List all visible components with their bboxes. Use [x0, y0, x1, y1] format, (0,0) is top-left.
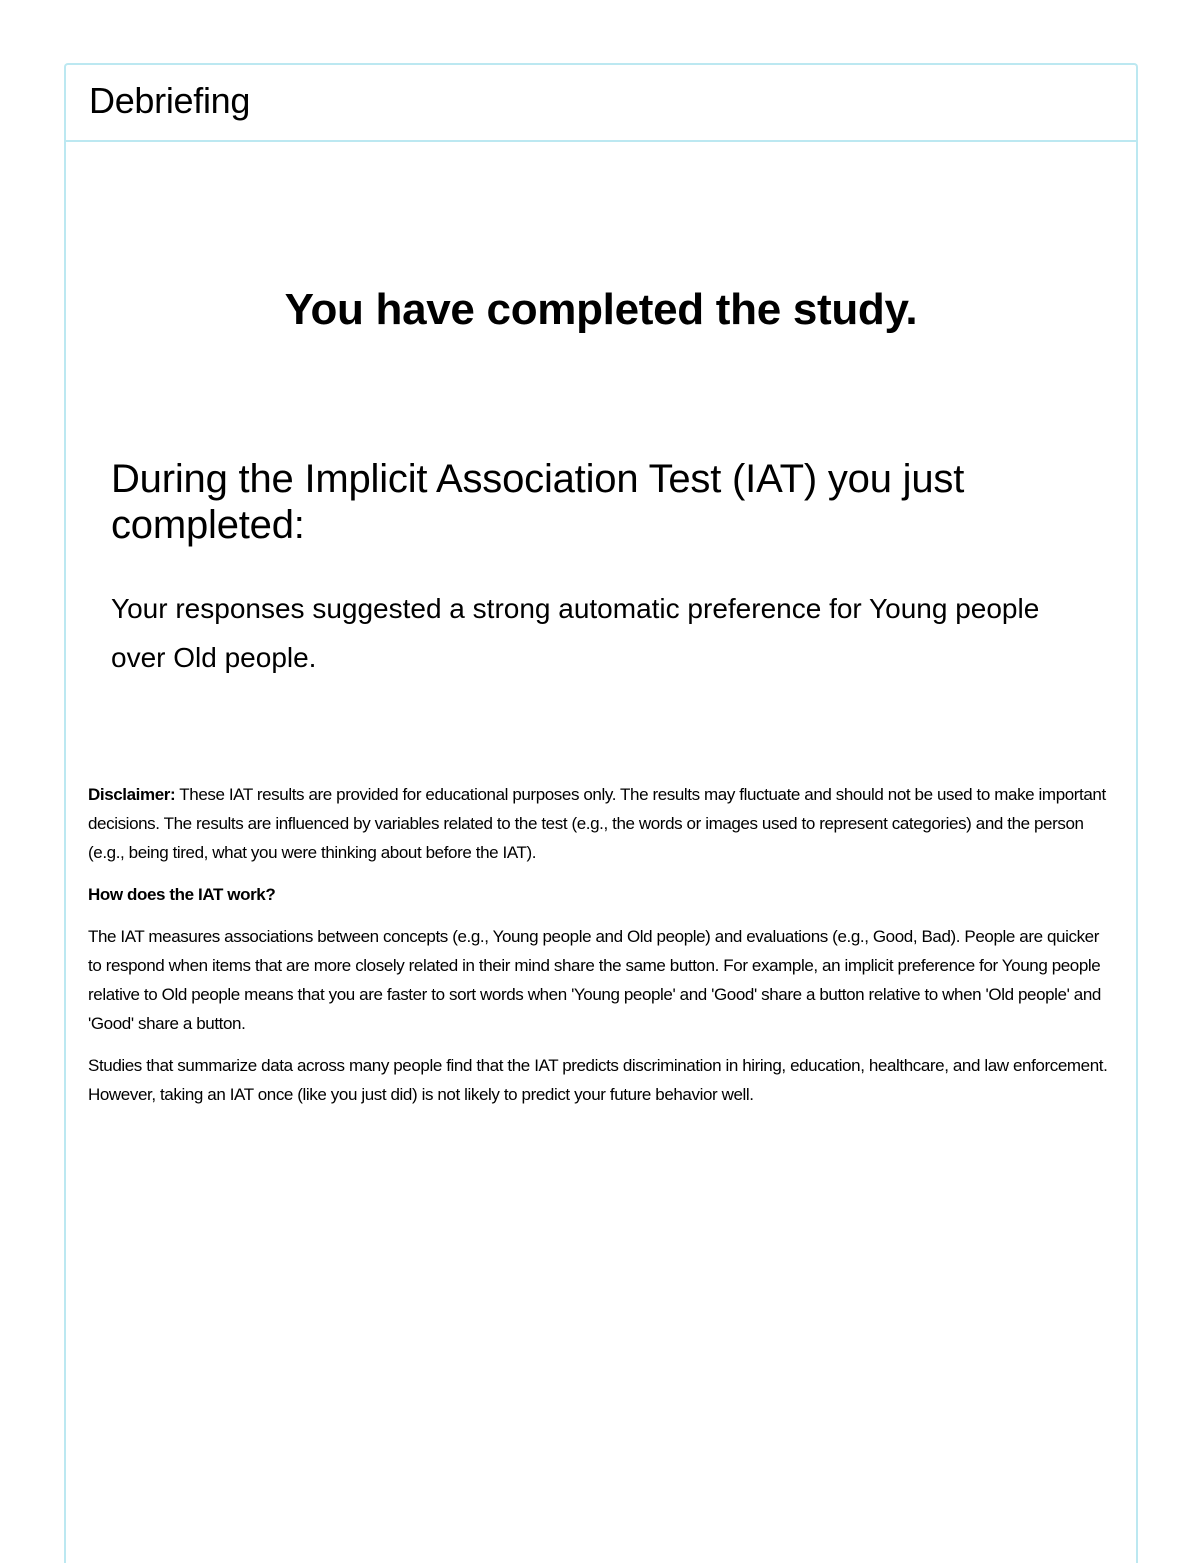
debriefing-panel	[64, 63, 1138, 1563]
disclaimer-label: Disclaimer:	[88, 785, 176, 804]
how-it-works-paragraph-2: Studies that summarize data across many people find that the IAT predicts discrimination in hiring, education, healthcare, and law enforcement. However, taking an IAT once (like you just did) is not likely to predict your future behavior well.	[88, 1056, 1108, 1104]
result-text: Your responses suggested a strong automatic preference for Young people over Old people.	[111, 593, 1040, 673]
panel-title: Debriefing	[89, 80, 251, 121]
completed-heading: You have completed the study.	[284, 285, 918, 334]
how-it-works-paragraph-1: The IAT measures associations between concepts (e.g., Young people and Old people) and evaluations (e.g., Good, Bad). People are quicker to respond when items that are more closely related in their mind share the same button. For example, an implicit preference for Young people relative to Old people means that you are faster to sort words when 'Young people' and 'Good' share a button relative to when 'Old people' and 'Good' share a button.	[88, 927, 1101, 1033]
how-it-works-heading-text: How does the IAT work?	[88, 885, 276, 904]
disclaimer-text: These IAT results are provided for educational purposes only. The results may fluctuate and should not be used to make important decisions. The results are influenced by variables related to the test (e.g., the words or images used to represent categories) and the person (e.g., being tired, what you were thinking about before the IAT).	[88, 785, 1106, 862]
disclaimer-paragraph	[88, 780, 1114, 867]
how-it-works-heading	[88, 880, 1114, 909]
panel-heading	[66, 65, 1136, 142]
result-heading: During the Implicit Association Test (IAT) you just completed:	[111, 457, 965, 547]
fine-print	[88, 780, 1114, 1122]
